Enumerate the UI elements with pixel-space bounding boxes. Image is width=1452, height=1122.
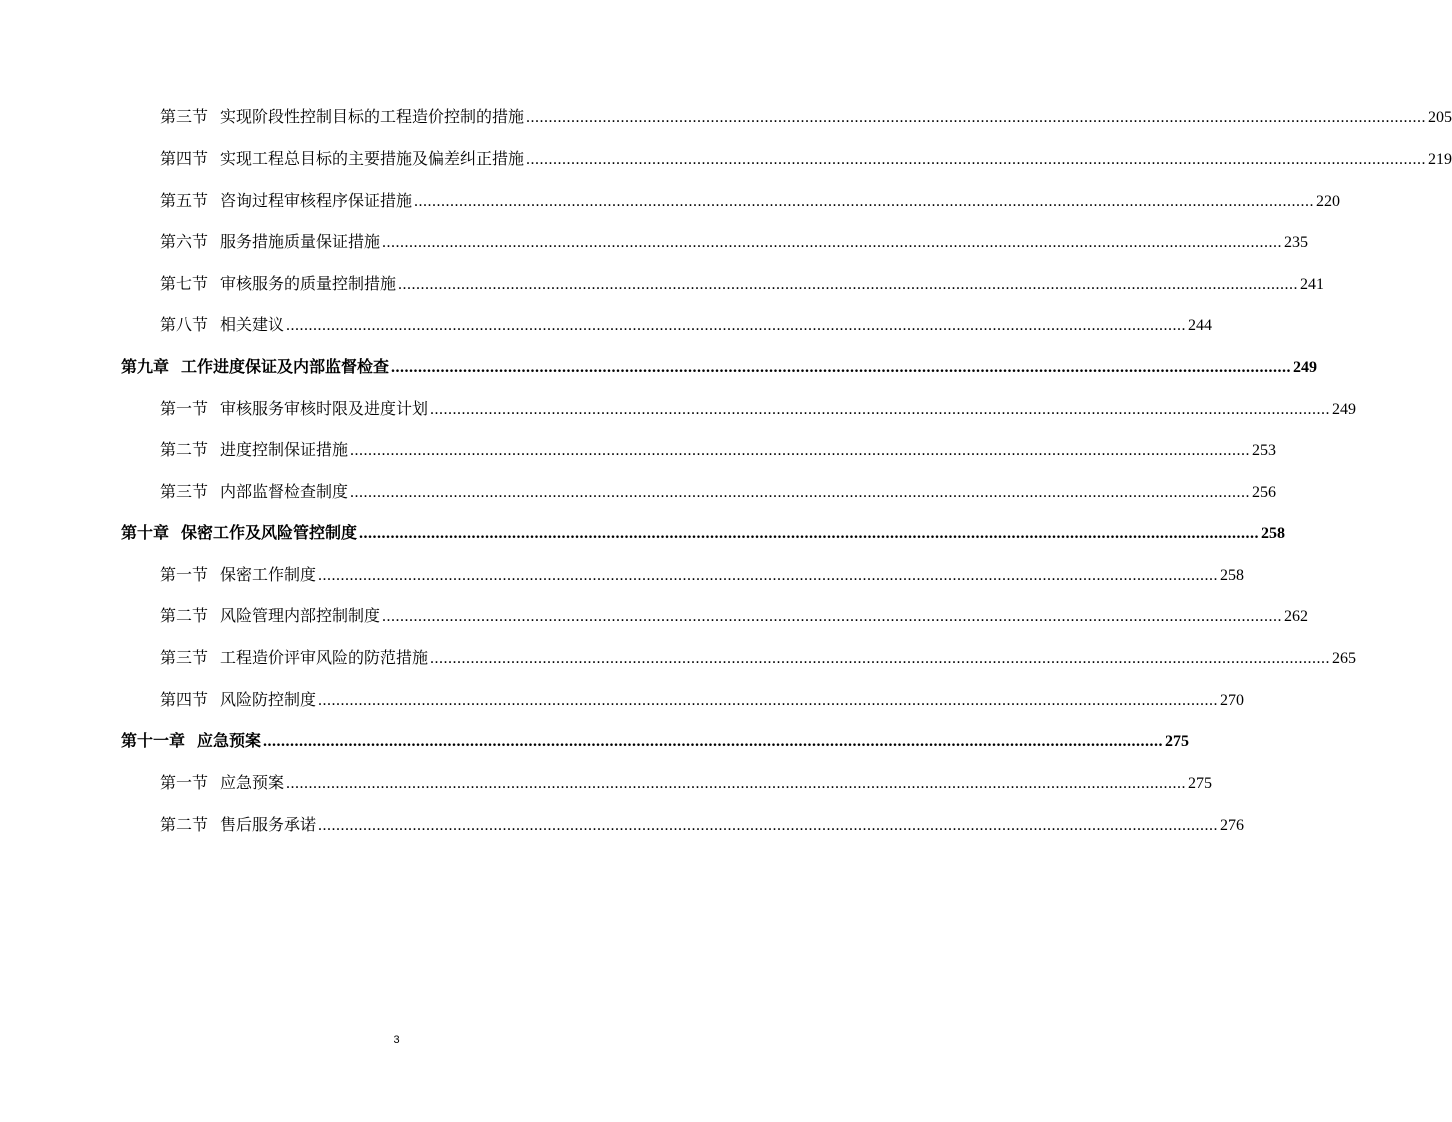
toc-entry-number: 第一节: [160, 399, 209, 418]
toc-entry-title: [160, 810, 316, 840]
toc-entry[interactable]: [160, 768, 1213, 798]
toc-entry-page: 220: [1316, 193, 1341, 210]
toc-entry-text: 保密工作及风险管控制度: [181, 523, 358, 542]
toc-entry-title: [121, 352, 389, 382]
toc-entry-number: 第一节: [160, 773, 209, 792]
toc-entry[interactable]: [160, 227, 1309, 257]
toc-leader-dots: ........................................................................................................................................................................................................: [318, 692, 1219, 709]
toc-entry[interactable]: [160, 144, 1452, 174]
toc-entry[interactable]: [160, 269, 1325, 299]
toc-entry[interactable]: [160, 560, 1245, 590]
toc-entry-number: 第二节: [160, 606, 209, 625]
toc-entry[interactable]: [160, 601, 1309, 631]
toc-entry-page: 276: [1220, 817, 1245, 834]
toc-entry[interactable]: [160, 685, 1245, 715]
toc-entry-title: [160, 560, 316, 590]
toc-entry[interactable]: [160, 810, 1245, 840]
toc-entry-page: 244: [1188, 317, 1213, 334]
toc-leader-dots: ........................................................................................................................................................................................................: [430, 650, 1331, 667]
toc-leader-dots: ........................................................................................................................................................................................................: [382, 234, 1283, 251]
toc-entry-page: 258: [1220, 567, 1245, 584]
toc-entry-page: 235: [1284, 234, 1309, 251]
toc-leader-dots: ........................................................................................................................................................................................................: [286, 317, 1187, 334]
toc-entry-text: 应急预案: [197, 731, 262, 750]
toc-entry-title: [160, 102, 524, 132]
toc-leader-dots: ........................................................................................................................................................................................................: [318, 567, 1219, 584]
toc-entry-text: 进度控制保证措施: [220, 440, 349, 459]
toc-chapter-entry[interactable]: [121, 726, 1190, 756]
toc-entry-title: [160, 227, 380, 257]
toc-leader-dots: ........................................................................................................................................................................................................: [263, 733, 1164, 750]
toc-entry-text: 应急预案: [220, 773, 285, 792]
toc-entry-text: 实现工程总目标的主要措施及偏差纠正措施: [220, 149, 525, 168]
toc-entry-text: 工程造价评审风险的防范措施: [220, 648, 429, 667]
toc-chapter-entry[interactable]: [121, 352, 1318, 382]
toc-leader-dots: ........................................................................................................................................................................................................: [430, 401, 1331, 418]
toc-entry-text: 咨询过程审核程序保证措施: [220, 191, 413, 210]
toc-entry-number: 第九章: [121, 357, 170, 376]
toc-entry-text: 审核服务审核时限及进度计划: [220, 399, 429, 418]
toc-entry-number: 第七节: [160, 274, 209, 293]
toc-entry-text: 内部监督检查制度: [220, 482, 349, 501]
toc-leader-dots: ........................................................................................................................................................................................................: [286, 775, 1187, 792]
toc-entry-page: 275: [1165, 733, 1190, 750]
toc-entry-page: 219: [1428, 151, 1452, 168]
page-number: 3: [393, 1034, 400, 1046]
toc-entry-number: 第十章: [121, 523, 170, 542]
toc-entry-text: 相关建议: [220, 315, 285, 334]
toc-entry-title: [160, 394, 428, 424]
toc-leader-dots: ........................................................................................................................................................................................................: [318, 817, 1219, 834]
toc-entry-text: 实现阶段性控制目标的工程造价控制的措施: [220, 107, 525, 126]
toc-entry[interactable]: [160, 643, 1357, 673]
toc-entry-text: 服务措施质量保证措施: [220, 232, 381, 251]
toc-entry-page: 265: [1332, 650, 1357, 667]
toc-entry[interactable]: [160, 102, 1452, 132]
toc-leader-dots: ........................................................................................................................................................................................................: [526, 109, 1427, 126]
toc-leader-dots: ........................................................................................................................................................................................................: [398, 276, 1299, 293]
toc-entry-number: 第二节: [160, 815, 209, 834]
toc-entry-text: 风险防控制度: [220, 690, 317, 709]
toc-leader-dots: ........................................................................................................................................................................................................: [414, 193, 1315, 210]
toc-entry-title: [121, 518, 357, 548]
toc-entry-title: [160, 601, 380, 631]
toc-entry-text: 售后服务承诺: [220, 815, 317, 834]
toc-entry-page: 262: [1284, 608, 1309, 625]
toc-entry-title: [160, 186, 412, 216]
toc-entry-number: 第六节: [160, 232, 209, 251]
toc-entry-number: 第五节: [160, 191, 209, 210]
toc-leader-dots: ........................................................................................................................................................................................................: [359, 525, 1260, 542]
toc-entry-number: 第一节: [160, 565, 209, 584]
toc-leader-dots: ........................................................................................................................................................................................................: [391, 359, 1292, 376]
toc-entry[interactable]: [160, 310, 1213, 340]
toc-entry-number: 第二节: [160, 440, 209, 459]
toc-leader-dots: ........................................................................................................................................................................................................: [350, 442, 1251, 459]
toc-entry[interactable]: [160, 477, 1277, 507]
toc-entry-page: 249: [1332, 401, 1357, 418]
toc-entry-page: 253: [1252, 442, 1277, 459]
toc-entry-page: 205: [1428, 109, 1452, 126]
toc-leader-dots: ........................................................................................................................................................................................................: [350, 484, 1251, 501]
toc-entry-title: [160, 685, 316, 715]
toc-entry-title: [160, 144, 524, 174]
toc-entry[interactable]: [160, 186, 1341, 216]
toc-entry-title: [160, 435, 348, 465]
toc-entry-text: 审核服务的质量控制措施: [220, 274, 397, 293]
toc-entry-text: 保密工作制度: [220, 565, 317, 584]
toc-entry-title: [160, 643, 428, 673]
toc-entry-title: [160, 768, 284, 798]
toc-entry-title: [160, 310, 284, 340]
toc-entry-page: 270: [1220, 692, 1245, 709]
toc-entry-page: 249: [1293, 359, 1318, 376]
toc-entry-title: [160, 477, 348, 507]
toc-entry-page: 256: [1252, 484, 1277, 501]
toc-entry-number: 第三节: [160, 482, 209, 501]
toc-entry-number: 第三节: [160, 648, 209, 667]
toc-entry-title: [121, 726, 261, 756]
toc-chapter-entry[interactable]: [121, 518, 1286, 548]
toc-entry-number: 第十一章: [121, 731, 186, 750]
toc-entry-page: 275: [1188, 775, 1213, 792]
toc-entry[interactable]: [160, 394, 1357, 424]
toc-entry-page: 258: [1261, 525, 1286, 542]
toc-leader-dots: ........................................................................................................................................................................................................: [526, 151, 1427, 168]
toc-entry-number: 第三节: [160, 107, 209, 126]
toc-entry-text: 工作进度保证及内部监督检查: [181, 357, 390, 376]
toc-entry-number: 第八节: [160, 315, 209, 334]
toc-entry-title: [160, 269, 396, 299]
toc-entry-number: 第四节: [160, 149, 209, 168]
toc-entry-page: 241: [1300, 276, 1325, 293]
toc-entry-number: 第四节: [160, 690, 209, 709]
toc-entry-text: 风险管理内部控制制度: [220, 606, 381, 625]
toc-leader-dots: ........................................................................................................................................................................................................: [382, 608, 1283, 625]
toc-entry[interactable]: [160, 435, 1277, 465]
